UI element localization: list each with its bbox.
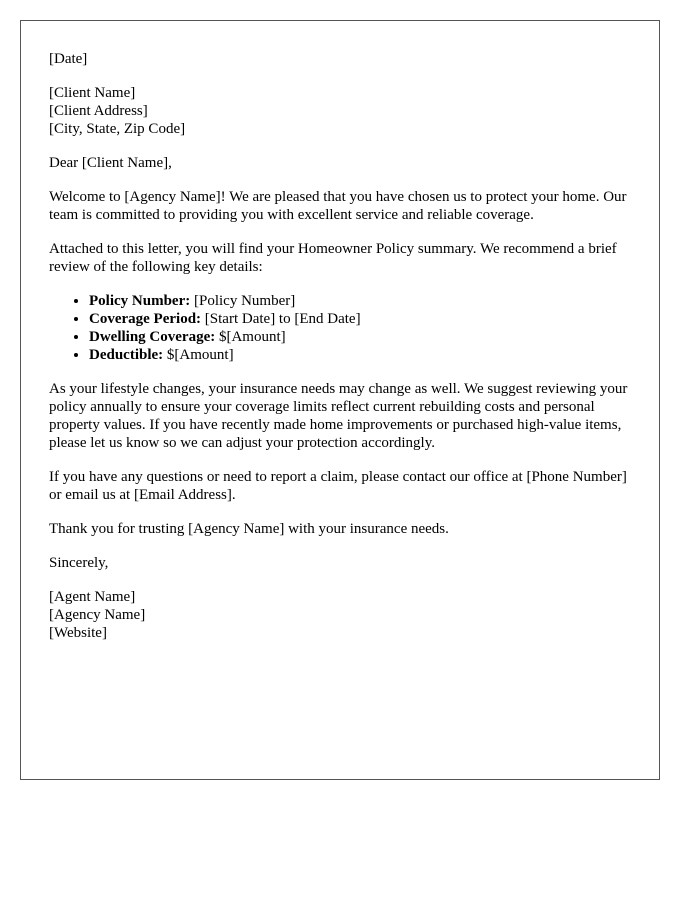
coverage-period-value: [Start Date] to [End Date] — [201, 311, 361, 327]
dwelling-coverage-value: $[Amount] — [215, 329, 286, 345]
recipient-city-state-zip: [City, State, Zip Code] — [49, 121, 186, 137]
coverage-period-label: Coverage Period: — [89, 311, 202, 327]
salutation: Dear [Client Name], — [49, 155, 172, 171]
lifestyle-paragraph: As your lifestyle changes, your insurance needs may change as well. We suggest reviewing your policy annually to ensure your coverage limits reflect current rebuilding costs and personal property values. If you have recently made home improvements or purchased high-value items, please let us know so we can adjust your protection accordingly. — [49, 381, 628, 451]
recipient-name: [Client Name] — [49, 85, 136, 101]
agency-name: [Agency Name] — [49, 607, 146, 623]
thanks-paragraph: Thank you for trusting [Agency Name] with your insurance needs. — [49, 521, 449, 537]
recipient-address: [Client Address] — [49, 103, 148, 119]
deductible-label: Deductible: — [89, 347, 164, 363]
recipient-address-block — [49, 84, 631, 138]
agent-name: [Agent Name] — [49, 589, 136, 605]
attached-paragraph: Attached to this letter, you will find your Homeowner Policy summary. We recommend a brief review of the following key details: — [49, 241, 617, 275]
policy-number-item — [89, 292, 631, 310]
letter-page — [20, 20, 660, 780]
dwelling-coverage-label: Dwelling Coverage: — [89, 329, 216, 345]
closing: Sincerely, — [49, 555, 109, 571]
letter-date: [Date] — [49, 51, 88, 67]
policy-number-label: Policy Number: — [89, 293, 191, 309]
dwelling-coverage-item — [89, 328, 631, 346]
policy-number-value: [Policy Number] — [190, 293, 296, 309]
coverage-period-item — [89, 310, 631, 328]
signature-block — [49, 588, 631, 642]
welcome-paragraph: Welcome to [Agency Name]! We are pleased that you have chosen us to protect your home. Our team is committed to providing you with excellent service and reliable coverage. — [49, 189, 627, 223]
deductible-item — [89, 346, 631, 364]
policy-details-list — [49, 292, 631, 364]
contact-paragraph: If you have any questions or need to report a claim, please contact our office at [Phone Number] or email us at [Email Address]. — [49, 469, 627, 503]
agency-website: [Website] — [49, 625, 107, 641]
deductible-value: $[Amount] — [163, 347, 234, 363]
